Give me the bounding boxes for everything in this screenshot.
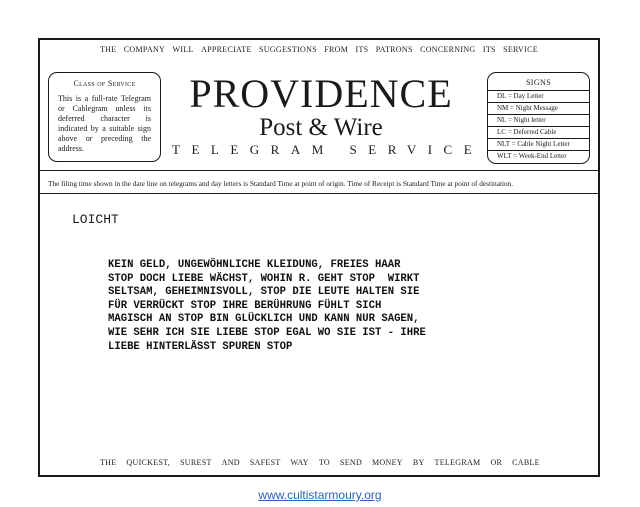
- message-line: MAGISCH AN STOP BIN GLÜCKLICH UND KANN NUR SAGEN,: [108, 313, 420, 326]
- footer-word: AND: [221, 458, 240, 467]
- footer-word: TO: [318, 458, 330, 467]
- brand-service: TELEGRAM SERVICE: [172, 142, 484, 157]
- message-line: LIEBE HINTERLÄSST SPUREN STOP: [108, 340, 293, 353]
- filing-note: The filing time shown in the date line on telegrams and day letters is Standard Time at point of origin. Time of Receipt is Standard Time at point of destination.: [48, 179, 514, 188]
- signs-title: SIGNS: [525, 78, 552, 87]
- brand-subtitle: Post & Wire: [259, 114, 383, 141]
- footer-word: SAFEST: [249, 458, 281, 467]
- footer-word: MONEY: [372, 458, 403, 467]
- footer-word: SUREST: [180, 458, 212, 467]
- sign-item: NL = Night letter: [488, 115, 589, 127]
- telegram-form: [38, 38, 600, 477]
- header-word: ITS: [355, 45, 369, 54]
- class-of-service-box: [48, 72, 161, 162]
- header-word: COMPANY: [123, 45, 166, 54]
- footer-word: SEND: [339, 458, 363, 467]
- footer-word: QUICKEST,: [126, 458, 171, 467]
- header-slogan: [100, 45, 538, 54]
- recipient: LOICHT: [72, 212, 119, 227]
- header-word: SUGGESTIONS: [258, 45, 317, 54]
- site-link[interactable]: www.cultistarmoury.org: [258, 488, 382, 502]
- brand-title: PROVIDENCE: [189, 71, 453, 116]
- class-of-service-title: Class of Service: [73, 79, 136, 88]
- sign-item: DL = Day Letter: [488, 91, 589, 103]
- sign-item: NLT = Cable Night Letter: [488, 139, 589, 151]
- footer-slogan: [100, 458, 540, 467]
- footer-word: CABLE: [512, 458, 540, 467]
- divider: [40, 193, 598, 194]
- signs-list: [488, 90, 589, 162]
- header-word: ITS: [482, 45, 496, 54]
- divider: [40, 170, 598, 171]
- footer-word: OR: [490, 458, 503, 467]
- message-line: SELTSAM, GEHEIMNISVOLL, STOP DIE LEUTE HALTEN SIE: [108, 286, 420, 299]
- signs-box: [487, 72, 590, 164]
- message-line: KEIN GELD, UNGEWÖHNLICHE KLEIDUNG, FREIES HAAR: [108, 259, 401, 271]
- footer-word: WAY: [290, 458, 309, 467]
- message-line: WIE SEHR ICH SIE LIEBE STOP EGAL WO SIE IST - IHRE: [108, 326, 426, 339]
- sign-item: LC = Deferred Cable: [488, 127, 589, 139]
- footer-word: THE: [100, 458, 117, 467]
- sign-item: WLT = Week-End Letter: [497, 152, 567, 160]
- message-line: STOP DOCH LIEBE WÄCHST, WOHIN R. GEHT STOP WIRKT: [108, 272, 420, 285]
- header-word: CONCERNING: [420, 45, 476, 54]
- header-word: WILL: [172, 45, 194, 54]
- footer-word: BY: [412, 458, 425, 467]
- header-word: APPRECIATE: [201, 45, 252, 54]
- message-body: [108, 259, 426, 354]
- header-word: FROM: [324, 45, 349, 54]
- header-word: PATRONS: [375, 45, 413, 54]
- header-word: SERVICE: [503, 45, 538, 54]
- sign-item: NM = Night Message: [488, 103, 589, 115]
- class-of-service-text: This is a full-rate Telegram or Cablegram unless its deferred character is indicated by a suitable sign above or preceding the address.: [58, 94, 151, 153]
- footer-word: TELEGRAM: [434, 458, 481, 467]
- message-line: FÜR VERRÜCKT STOP IHRE BERÜHRUNG FÜHLT SICH: [108, 299, 382, 312]
- header-word: THE: [100, 45, 117, 54]
